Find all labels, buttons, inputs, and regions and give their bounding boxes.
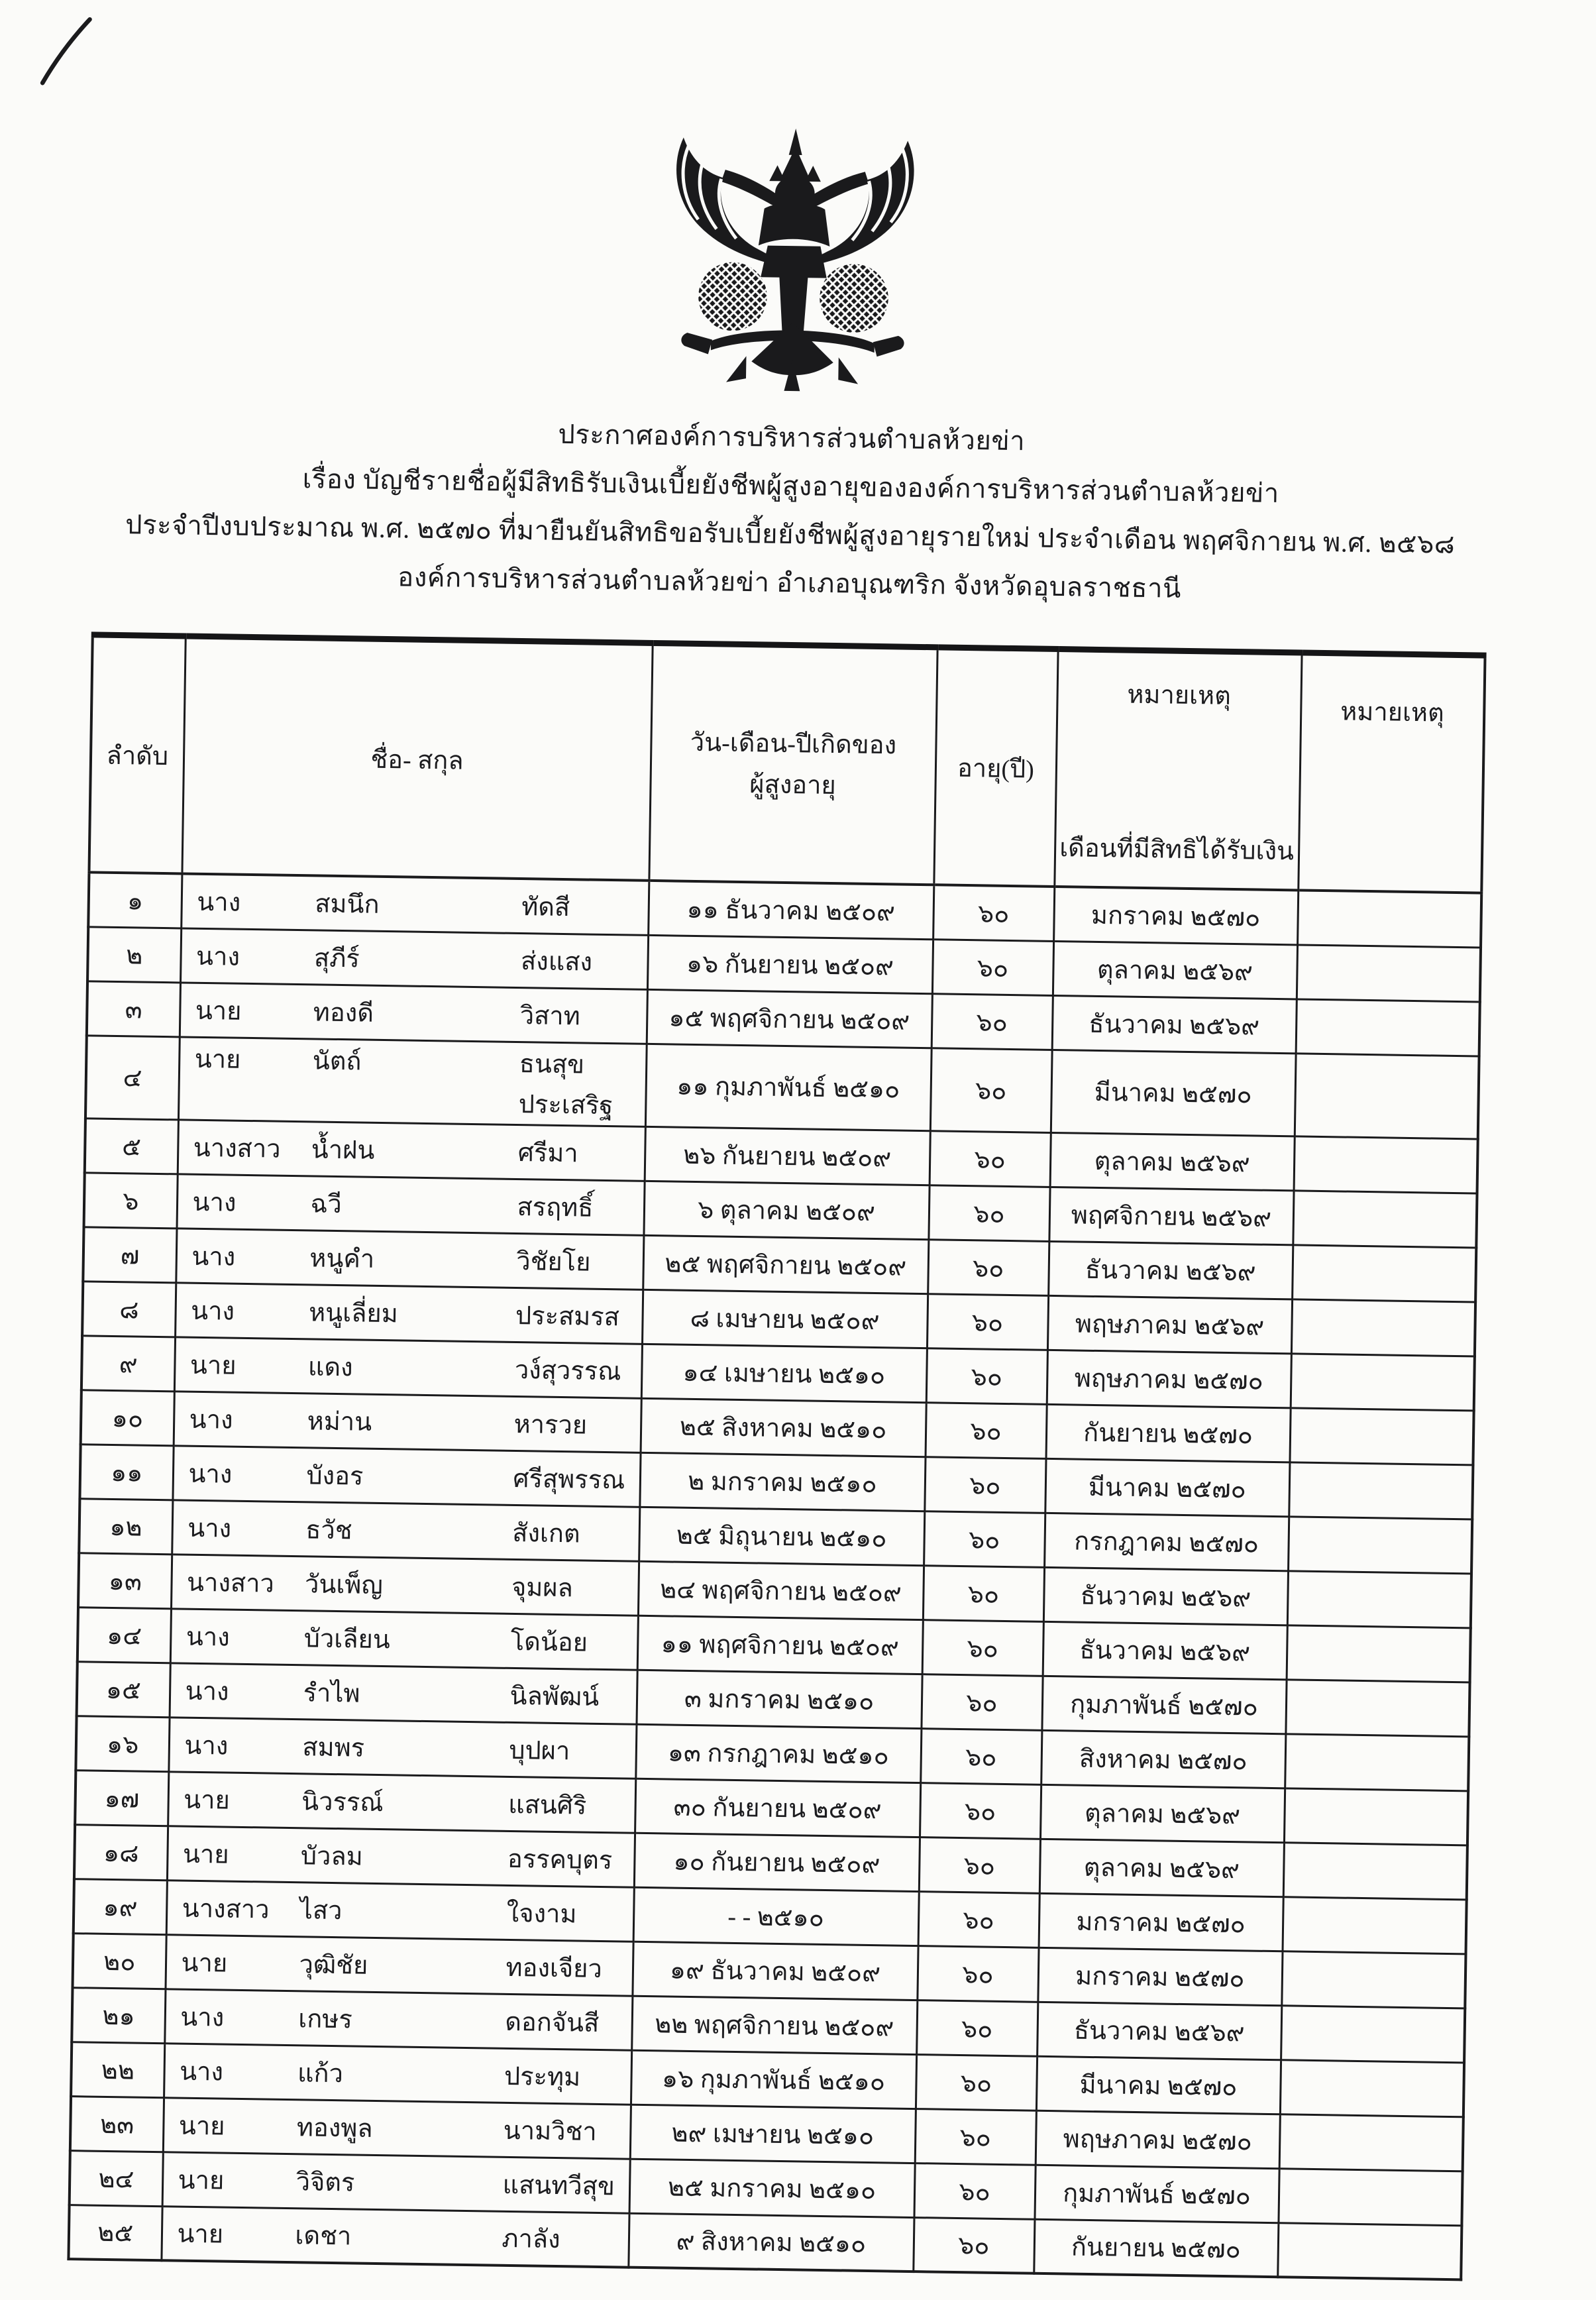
eligible-month-cell: ตุลาคม ๒๕๖๙ xyxy=(1040,1784,1285,1842)
remark-cell xyxy=(1296,999,1480,1056)
eligible-month-cell: กันยายน ๒๕๗๐ xyxy=(1046,1404,1291,1462)
person-title: นาง xyxy=(179,2057,224,2087)
name-cell xyxy=(166,1880,634,1941)
person-first-name: หนูคำ xyxy=(309,1244,375,1274)
birthdate-cell: ๒๔ พฤศจิกายน ๒๕๐๙ xyxy=(638,1561,924,1619)
announcement-fiscal-line: ประจำปีงบประมาณ พ.ศ. ๒๕๗๐ ที่มายืนยันสิทธิขอรับเบี้ยยังชีพผู้สูงอายุรายใหม่ ประจำเดือน พฤศจิกายน พ.ศ. ๒๕๖๘ xyxy=(125,510,1456,559)
row-number: ๑๙ xyxy=(74,1879,167,1934)
row-number: ๑๘ xyxy=(74,1824,168,1880)
person-last-name: หารวย xyxy=(513,1410,588,1440)
age-cell: ๖๐ xyxy=(928,1185,1049,1241)
person-first-name: สมพร xyxy=(302,1733,365,1763)
person-last-name: บุปผา xyxy=(509,1736,570,1765)
person-last-name: ประสมรส xyxy=(515,1301,620,1331)
age-cell: ๖๐ xyxy=(914,2163,1036,2219)
person-title: นาง xyxy=(197,888,241,917)
eligible-month-cell: ตุลาคม ๒๕๖๙ xyxy=(1053,941,1297,999)
row-number: ๑ xyxy=(88,872,182,928)
person-title: นาง xyxy=(186,1623,231,1652)
person-last-name: ภาลัง xyxy=(502,2225,560,2254)
person-title: นาง xyxy=(180,2003,225,2032)
birthdate-cell: ๒๒ พฤศจิกายน ๒๕๐๙ xyxy=(631,1996,917,2054)
eligible-month-cell: ธันวาคม ๒๕๖๙ xyxy=(1052,995,1297,1053)
eligible-month-cell: สิงหาคม ๒๕๗๐ xyxy=(1041,1730,1285,1788)
name-cell xyxy=(165,1934,633,1995)
row-number: ๑๔ xyxy=(78,1607,171,1663)
eligible-month-cell: ตุลาคม ๒๕๖๙ xyxy=(1050,1132,1295,1190)
birthdate-cell: ๑๑ ธันวาคม ๒๕๐๙ xyxy=(648,881,933,939)
birthdate-cell: - - ๒๕๑๐ xyxy=(633,1887,919,1945)
header-birthdate-line1: วัน-เดือน-ปีเกิดของ xyxy=(690,728,897,760)
remark-cell xyxy=(1295,1053,1479,1138)
person-last-name: สรฤทธิ์ xyxy=(517,1193,594,1223)
person-title: นาย xyxy=(194,1045,241,1074)
eligible-month-cell: มีนาคม ๒๕๗๐ xyxy=(1051,1050,1296,1136)
person-last-name: อรรคบุตร xyxy=(507,1845,613,1875)
person-title: นาง xyxy=(188,1460,233,1489)
person-last-name: วง์สุวรรณ xyxy=(514,1356,621,1386)
person-title: นาย xyxy=(178,2166,225,2195)
person-last-name: ศรีมา xyxy=(517,1138,578,1168)
age-cell: ๖๐ xyxy=(933,885,1054,941)
eligible-month-cell: ธันวาคม ๒๕๖๙ xyxy=(1037,2002,1281,2059)
remark-cell xyxy=(1289,1462,1473,1519)
row-number: ๑๓ xyxy=(78,1553,172,1608)
person-first-name: นิวรรณ์ xyxy=(301,1787,384,1817)
header-remark-label: หมายเหตุ xyxy=(1340,698,1445,728)
remark-cell xyxy=(1294,1136,1478,1193)
table-header-row xyxy=(89,635,1485,893)
person-title: นาง xyxy=(190,1297,235,1326)
name-cell xyxy=(163,2097,631,2158)
header-note xyxy=(1054,649,1301,891)
birthdate-cell: ๑๑ พฤศจิกายน ๒๕๐๙ xyxy=(637,1615,923,1674)
name-cell xyxy=(168,1717,636,1778)
name-cell xyxy=(171,1554,639,1615)
pen-slash-mark xyxy=(33,14,107,91)
person-title: นาย xyxy=(183,1786,231,1815)
age-cell: ๖๐ xyxy=(928,1239,1049,1295)
person-first-name: วันเพ็ญ xyxy=(304,1570,384,1600)
birthdate-cell: ๖ ตุลาคม ๒๕๐๙ xyxy=(643,1181,929,1239)
person-last-name: ศรีสุพรรณ xyxy=(513,1464,625,1494)
eligible-month-cell: พฤศจิกายน ๒๕๖๙ xyxy=(1049,1187,1293,1244)
birthdate-cell: ๑๓ กรกฎาคม ๒๕๑๐ xyxy=(635,1724,921,1782)
birthdate-cell: ๒๙ เมษายน ๒๕๑๐ xyxy=(630,2105,916,2163)
birthdate-cell: ๑๐ กันยายน ๒๕๐๙ xyxy=(634,1833,920,1891)
eligible-month-cell: มีนาคม ๒๕๗๐ xyxy=(1045,1458,1289,1516)
remark-cell xyxy=(1293,1190,1477,1247)
person-first-name: ทองพูล xyxy=(296,2113,373,2143)
row-number: ๖ xyxy=(84,1172,178,1228)
header-no: ลำดับ xyxy=(89,635,185,874)
announcement-title: ประกาศองค์การบริหารส่วนตำบลห้วยข่า xyxy=(558,419,1026,457)
person-title: นางสาว xyxy=(182,1894,270,1924)
person-last-name: ดอกจันสี xyxy=(504,2008,600,2038)
age-cell: ๖๐ xyxy=(926,1348,1047,1404)
announcement-org-line: องค์การบริหารส่วนตำบลห้วยข่า อำเภอบุณฑริก จังหวัดอุบลราชธานี xyxy=(397,562,1182,604)
announcement-title-block xyxy=(0,402,1590,619)
table-body xyxy=(68,872,1481,2279)
eligible-month-cell: กุมภาพันธ์ ๒๕๗๐ xyxy=(1041,1676,1286,1733)
birthdate-cell: ๑๖ กุมภาพันธ์ ๒๕๑๐ xyxy=(631,2050,916,2108)
person-title: นาย xyxy=(189,1351,237,1380)
remark-cell xyxy=(1285,1679,1469,1736)
person-first-name: ฉวี xyxy=(310,1189,343,1219)
person-last-name: นามวิชา xyxy=(503,2116,598,2146)
age-cell: ๖๐ xyxy=(926,1402,1047,1458)
eligible-month-cell: มกราคม ๒๕๗๐ xyxy=(1039,1893,1283,1951)
row-number: ๑๕ xyxy=(77,1661,170,1717)
age-cell: ๖๐ xyxy=(920,1728,1041,1784)
birthdate-cell: ๒๕ มิถุนายน ๒๕๑๐ xyxy=(639,1507,924,1565)
person-title: นาง xyxy=(192,1188,237,1217)
person-last-name: ประทุม xyxy=(504,2062,581,2092)
person-title: นาย xyxy=(177,2220,224,2249)
row-number: ๒๓ xyxy=(70,2096,164,2152)
person-title: นาย xyxy=(178,2112,225,2141)
age-cell: ๖๐ xyxy=(924,1511,1045,1567)
person-first-name: บัวลม xyxy=(300,1841,364,1871)
name-cell xyxy=(167,1826,635,1887)
remark-cell xyxy=(1287,1625,1471,1682)
birthdate-cell: ๒ มกราคม ๒๕๑๐ xyxy=(639,1452,925,1511)
row-number: ๑๐ xyxy=(81,1390,174,1445)
remark-cell xyxy=(1279,2114,1463,2171)
age-cell: ๖๐ xyxy=(922,1619,1043,1676)
person-first-name: เกษร xyxy=(298,2004,353,2034)
birthdate-cell: ๑๕ พฤศจิกายน ๒๕๐๙ xyxy=(647,989,932,1048)
remark-cell xyxy=(1287,1570,1471,1627)
person-title: นาย xyxy=(182,1840,229,1869)
person-last-name: สังเกต xyxy=(511,1519,580,1548)
person-title: นาง xyxy=(185,1677,229,1706)
remark-cell xyxy=(1284,1788,1468,1845)
eligible-month-cell: ธันวาคม ๒๕๖๙ xyxy=(1048,1241,1293,1299)
header-name: ชื่อ- สกุล xyxy=(182,636,652,881)
person-first-name: บังอร xyxy=(306,1461,364,1491)
row-number: ๑๒ xyxy=(79,1498,172,1554)
person-title: นาง xyxy=(191,1242,236,1272)
age-cell: ๖๐ xyxy=(919,1837,1040,1893)
person-title: นาย xyxy=(195,997,242,1026)
remark-cell xyxy=(1297,890,1481,947)
person-last-name: โดน้อย xyxy=(510,1627,588,1657)
name-cell xyxy=(180,928,648,989)
person-title: นาง xyxy=(189,1405,233,1435)
birthdate-cell: ๑๑ กุมภาพันธ์ ๒๕๑๐ xyxy=(645,1044,931,1130)
name-cell xyxy=(164,2043,631,2104)
eligible-month-cell: ตุลาคม ๒๕๖๙ xyxy=(1039,1839,1284,1896)
remark-cell xyxy=(1289,1407,1473,1464)
name-cell xyxy=(175,1282,643,1343)
row-number: ๓ xyxy=(87,981,180,1036)
name-cell xyxy=(170,1663,637,1724)
remark-cell xyxy=(1292,1244,1476,1301)
remark-cell xyxy=(1277,2222,1462,2279)
person-first-name: บัวเลียน xyxy=(303,1624,391,1654)
person-first-name: วุฒิชัย xyxy=(299,1950,368,1980)
person-first-name: ทองดี xyxy=(313,998,374,1028)
person-title: นาง xyxy=(195,942,240,971)
eligible-month-cell: กรกฎาคม ๒๕๗๐ xyxy=(1044,1513,1289,1570)
eligible-month-cell: ธันวาคม ๒๕๖๙ xyxy=(1043,1621,1287,1679)
person-last-name: ทัดสี xyxy=(521,893,570,922)
name-cell xyxy=(172,1445,640,1506)
row-number: ๒๐ xyxy=(73,1933,166,1989)
elderly-allowance-table xyxy=(67,631,1486,2281)
name-cell xyxy=(176,1228,643,1289)
row-number: ๙ xyxy=(81,1335,175,1391)
row-number: ๑๖ xyxy=(76,1716,169,1771)
eligible-month-cell: มกราคม ๒๕๗๐ xyxy=(1053,887,1298,944)
remark-cell xyxy=(1278,2168,1462,2225)
person-last-name: ธนสุขประเสริฐ xyxy=(518,1050,613,1120)
birthdate-cell: ๑๙ ธันวาคม ๒๕๐๙ xyxy=(632,1942,918,2000)
age-cell: ๖๐ xyxy=(927,1293,1048,1350)
remark-cell xyxy=(1291,1353,1475,1410)
remark-cell xyxy=(1283,1896,1467,1953)
person-first-name: หนูเลี่ยม xyxy=(308,1298,399,1328)
name-cell xyxy=(164,1989,632,2050)
person-first-name: เดชา xyxy=(295,2222,352,2251)
person-title: นางสาว xyxy=(186,1568,275,1598)
header-age: อายุ(ปี) xyxy=(933,647,1057,887)
eligible-month-cell: กุมภาพันธ์ ๒๕๗๐ xyxy=(1034,2165,1279,2222)
person-title: นาง xyxy=(184,1731,229,1761)
birthdate-cell: ๒๕ พฤศจิกายน ๒๕๐๙ xyxy=(643,1235,928,1293)
person-last-name: ทองเจียว xyxy=(505,1953,603,1983)
eligible-month-cell: กันยายน ๒๕๗๐ xyxy=(1034,2219,1278,2277)
header-birthdate xyxy=(649,643,937,885)
age-cell: ๖๐ xyxy=(916,2000,1037,2056)
row-number: ๔ xyxy=(85,1035,180,1119)
person-title: นางสาว xyxy=(193,1134,281,1164)
name-cell xyxy=(180,982,647,1043)
person-last-name: แสนศิริ xyxy=(507,1790,587,1820)
name-cell xyxy=(174,1391,641,1452)
name-cell xyxy=(161,2206,629,2267)
eligible-month-cell: พฤษภาคม ๒๕๗๐ xyxy=(1036,2110,1280,2168)
remark-cell xyxy=(1280,2059,1464,2116)
age-cell: ๖๐ xyxy=(920,1782,1041,1839)
eligible-month-cell: มกราคม ๒๕๗๐ xyxy=(1037,1947,1282,2005)
row-number: ๑๗ xyxy=(75,1770,168,1826)
birthdate-cell: ๒๕ สิงหาคม ๒๕๑๐ xyxy=(641,1398,926,1456)
name-cell xyxy=(162,2152,630,2213)
person-last-name: นิลพัฒน์ xyxy=(509,1682,600,1712)
header-note-top: หมายเหตุ xyxy=(1127,681,1232,710)
person-first-name: ไสว xyxy=(299,1896,343,1925)
announcement-subject: เรื่อง บัญชีรายชื่อผู้มีสิทธิรับเงินเบี้ยยังชีพผู้สูงอายุขององค์การบริหารส่วนตำบลห้วยข่า xyxy=(302,464,1280,508)
header-remark xyxy=(1298,653,1485,893)
person-last-name: จุมผล xyxy=(511,1573,574,1602)
birthdate-cell: ๑๖ กันยายน ๒๕๐๙ xyxy=(647,935,933,993)
person-first-name: วิจิตร xyxy=(295,2167,355,2197)
eligible-month-cell: พฤษภาคม ๒๕๗๐ xyxy=(1047,1350,1291,1407)
name-cell xyxy=(181,873,649,934)
person-title: นาย xyxy=(181,1949,228,1978)
row-number: ๒๒ xyxy=(71,2042,164,2097)
person-first-name: หม่าน xyxy=(307,1407,372,1437)
age-cell: ๖๐ xyxy=(930,1130,1051,1187)
row-number: ๒๔ xyxy=(70,2150,163,2206)
person-first-name: แก้ว xyxy=(297,2059,344,2088)
person-last-name: วิชัยโย xyxy=(516,1247,591,1277)
person-first-name: ธวัช xyxy=(305,1515,352,1545)
person-first-name: สมนึก xyxy=(314,890,380,919)
remark-cell xyxy=(1281,2005,1465,2062)
remark-cell xyxy=(1283,1842,1467,1899)
person-last-name: ใจงาม xyxy=(506,1899,577,1928)
header-note-bottom: เดือนที่มีสิทธิได้รับเงิน xyxy=(1059,834,1295,866)
age-cell: ๖๐ xyxy=(930,1048,1052,1132)
name-cell xyxy=(168,1771,635,1832)
row-number: ๒ xyxy=(87,926,181,982)
row-number: ๗ xyxy=(83,1227,176,1282)
row-number: ๒๕ xyxy=(68,2205,162,2260)
row-number: ๒๑ xyxy=(72,1987,165,2043)
age-cell: ๖๐ xyxy=(921,1674,1042,1730)
row-number: ๘ xyxy=(82,1281,176,1337)
name-cell xyxy=(178,1119,645,1180)
age-cell: ๖๐ xyxy=(915,2108,1036,2165)
eligible-month-cell: พฤษภาคม ๒๕๖๙ xyxy=(1047,1295,1292,1353)
header-birthdate-line2: ผู้สูงอายุ xyxy=(749,771,837,800)
person-last-name: ส่งแสง xyxy=(520,947,593,977)
age-cell: ๖๐ xyxy=(932,939,1053,995)
person-first-name: สุภีร์ xyxy=(313,944,360,973)
thai-garuda-emblem xyxy=(647,123,941,404)
row-number: ๑๑ xyxy=(80,1444,173,1500)
eligible-month-cell: มีนาคม ๒๕๗๐ xyxy=(1036,2056,1281,2114)
person-first-name: น้ำฝน xyxy=(311,1135,375,1165)
age-cell: ๖๐ xyxy=(918,1891,1039,1947)
person-first-name: นัตถ์ xyxy=(312,1046,362,1075)
person-first-name: รำไพ xyxy=(303,1678,360,1708)
birthdate-cell: ๙ สิงหาคม ๒๕๑๐ xyxy=(628,2213,914,2272)
row-number: ๕ xyxy=(85,1118,178,1174)
birthdate-cell: ๒๕ มกราคม ๒๕๑๐ xyxy=(629,2159,915,2217)
person-title: นาง xyxy=(187,1514,232,1543)
birthdate-cell: ๓ มกราคม ๒๕๑๐ xyxy=(636,1670,922,1728)
name-cell xyxy=(170,1608,638,1669)
garuda-icon xyxy=(647,123,941,404)
age-cell: ๖๐ xyxy=(931,993,1053,1050)
remark-cell xyxy=(1285,1733,1469,1790)
name-cell xyxy=(172,1500,639,1561)
name-cell xyxy=(178,1036,647,1126)
birthdate-cell: ๓๐ กันยายน ๒๕๐๙ xyxy=(635,1779,920,1837)
remark-cell xyxy=(1288,1516,1472,1573)
age-cell: ๖๐ xyxy=(924,1456,1045,1513)
person-last-name: วิสาท xyxy=(519,1001,581,1030)
age-cell: ๖๐ xyxy=(917,1945,1038,2002)
name-cell xyxy=(177,1174,645,1234)
birthdate-cell: ๑๔ เมษายน ๒๕๑๐ xyxy=(641,1344,927,1402)
person-first-name: แดง xyxy=(307,1352,353,1382)
person-last-name: แสนทวีสุข xyxy=(502,2171,615,2201)
remark-cell xyxy=(1291,1299,1475,1356)
age-cell: ๖๐ xyxy=(913,2217,1034,2273)
remark-cell xyxy=(1281,1951,1465,2008)
eligible-month-cell: ธันวาคม ๒๕๖๙ xyxy=(1043,1567,1288,1625)
name-cell xyxy=(174,1337,642,1397)
birthdate-cell: ๒๖ กันยายน ๒๕๐๙ xyxy=(645,1126,930,1185)
remark-cell xyxy=(1297,944,1481,1001)
age-cell: ๖๐ xyxy=(923,1565,1044,1621)
age-cell: ๖๐ xyxy=(916,2054,1037,2110)
birthdate-cell: ๘ เมษายน ๒๕๐๙ xyxy=(642,1289,928,1348)
